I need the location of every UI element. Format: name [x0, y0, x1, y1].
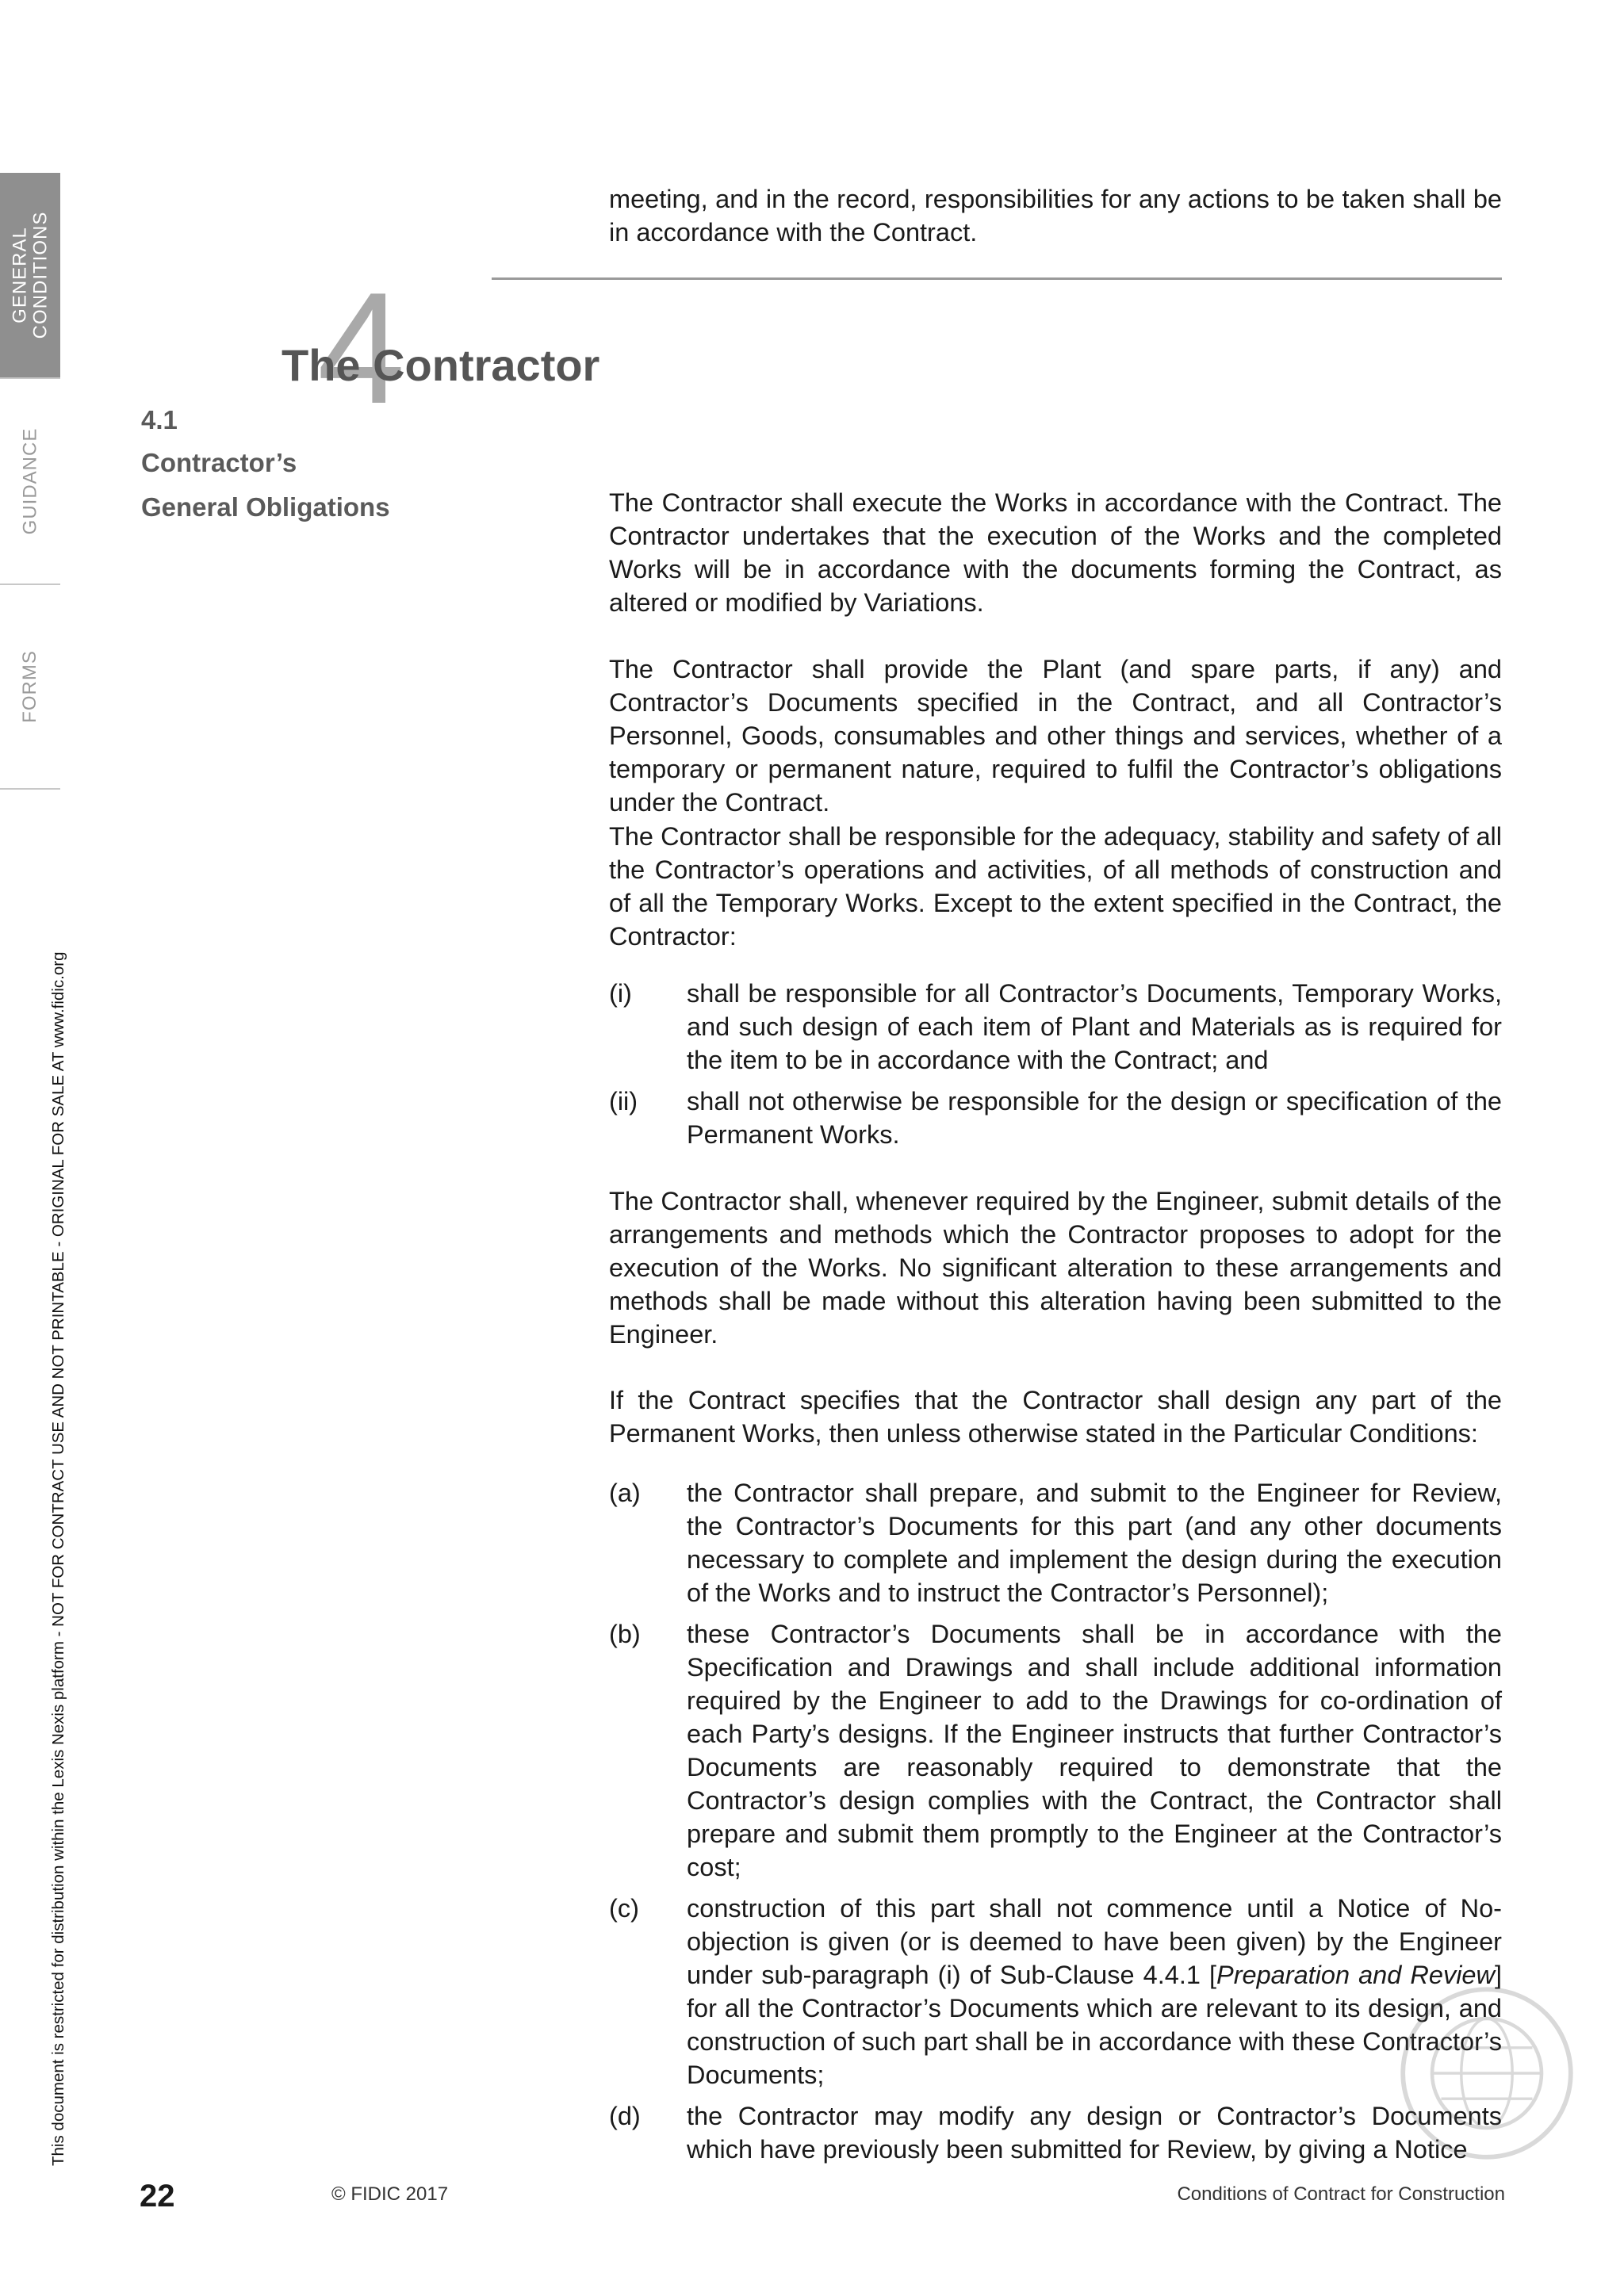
- paragraph-3: The Contractor shall be responsible for the adequacy, stability and safety of all the Contractor’s operations and activities, of all methods of construction and of all the Temporary Works. Except to the extent specified in the Contract, the Contractor:: [609, 822, 1502, 951]
- section-divider: [492, 277, 1502, 280]
- list-item: [609, 1085, 1502, 1151]
- list-text: these Contractor’s Documents shall be in accordance with the Specification and Drawings and shall include additional information required by the Engineer to add to the Drawings for co-ordination of each Party’s designs. If the Engineer instructs that further Contractor’s Documents are reasonably required to demonstrate that the Contractor’s design complies with the Contract, the Contractor shall prepare and submit them promptly to the Engineer at the Contractor’s cost;: [687, 1620, 1502, 1881]
- list-text: shall not otherwise be responsible for the design or specification of the Permanent Works.: [687, 1087, 1502, 1149]
- list-marker: (d): [609, 2102, 641, 2130]
- paragraph-5: If the Contract specifies that the Contractor shall design any part of the Permanent Works, then unless otherwise stated in the Particular Conditions:: [609, 1386, 1502, 1448]
- list-design-obligations: [609, 1476, 1502, 2166]
- list-text: shall be responsible for all Contractor’s Documents, Temporary Works, and such design of each item of Plant and Materials as is required for the item to be in accordance with the Contract; and: [687, 979, 1502, 1074]
- clause-number: 4.1: [141, 405, 178, 434]
- chapter-title: The Contractor: [282, 340, 600, 390]
- document-title: Conditions of Contract for Construction: [1177, 2183, 1505, 2205]
- page-number: 22: [140, 2179, 175, 2214]
- tab-guidance-label: GUIDANCE: [19, 427, 40, 535]
- list-item: [609, 2099, 1502, 2166]
- tab-forms-label: FORMS: [19, 650, 41, 723]
- paragraph-4: The Contractor shall, whenever required by the Engineer, submit details of the arrangements and methods which the Contractor proposes to adopt for the execution of the Works. No significant alteration to these arrangements and methods shall be made without this alteration having been submitted to the Engineer.: [609, 1187, 1502, 1349]
- list-item: [609, 977, 1502, 1077]
- clause-title-line1: Contractor’s: [141, 448, 297, 477]
- tab-general-conditions[interactable]: [0, 173, 60, 379]
- list-text: the Contractor may modify any design or Contractor’s Documents which have previously been submitted for Review, by giving a Notice: [687, 2102, 1502, 2164]
- regulated-document-seal-icon: [1396, 1982, 1578, 2164]
- clause-title-line2: General Obligations: [141, 492, 390, 522]
- tab-guidance[interactable]: [0, 379, 60, 585]
- tab-forms[interactable]: [0, 585, 60, 790]
- chapter-number: 4: [317, 260, 406, 437]
- continued-paragraph: meeting, and in the record, responsibilities for any actions to be taken shall be in accordance with the Contract.: [609, 185, 1502, 247]
- list-marker: (c): [609, 1894, 639, 1923]
- list-text: the Contractor shall prepare, and submit to the Engineer for Review, the Contractor’s Documents for this part (and any other documents necessary to complete and implement the design during the execution of the Works and to instruct the Contractor’s Personnel);: [687, 1479, 1502, 1607]
- list-responsibilities: [609, 977, 1502, 1151]
- clause-reference: Preparation and Review: [1216, 1961, 1495, 1989]
- list-marker: (b): [609, 1620, 641, 1648]
- list-item: [609, 1476, 1502, 1609]
- list-item: [609, 1617, 1502, 1884]
- list-marker: (a): [609, 1479, 641, 1507]
- paragraph-1: The Contractor shall execute the Works in accordance with the Contract. The Contractor undertakes that the execution of the Works and the completed Works will be in accordance with the documents forming the Contract, as altered or modified by Variations.: [609, 488, 1502, 617]
- list-marker: (i): [609, 979, 632, 1008]
- list-marker: (ii): [609, 1087, 638, 1115]
- distribution-notice: This document is restricted for distribution within the Lexis Nexis platform - NOT FOR CONTRACT USE AND NOT PRINTABLE - ORIGINAL FOR SALE AT www.fidic.org: [49, 951, 67, 2166]
- copyright: © FIDIC 2017: [331, 2183, 449, 2205]
- paragraph-2: The Contractor shall provide the Plant (and spare parts, if any) and Contractor’s Documents specified in the Contract, and all Contractor’s Personnel, Goods, consumables and other things and services, whether of a temporary or permanent nature, required to fulfil the Contractor’s obligations under the Contract.: [609, 655, 1502, 817]
- tab-general-conditions-label: GENERAL CONDITIONS: [9, 211, 52, 339]
- list-item: [609, 1892, 1502, 2091]
- list-text: construction of this part shall not commence until a Notice of No-objection is given (or is deemed to have been given) by the Engineer under sub-paragraph (i) of Sub-Clause 4.4.1 [Preparation and Review] for all the Contractor’s Documents which are relevant to its design, and construction of such part shall be in accordance with these Contractor’s Documents;: [687, 1894, 1502, 2089]
